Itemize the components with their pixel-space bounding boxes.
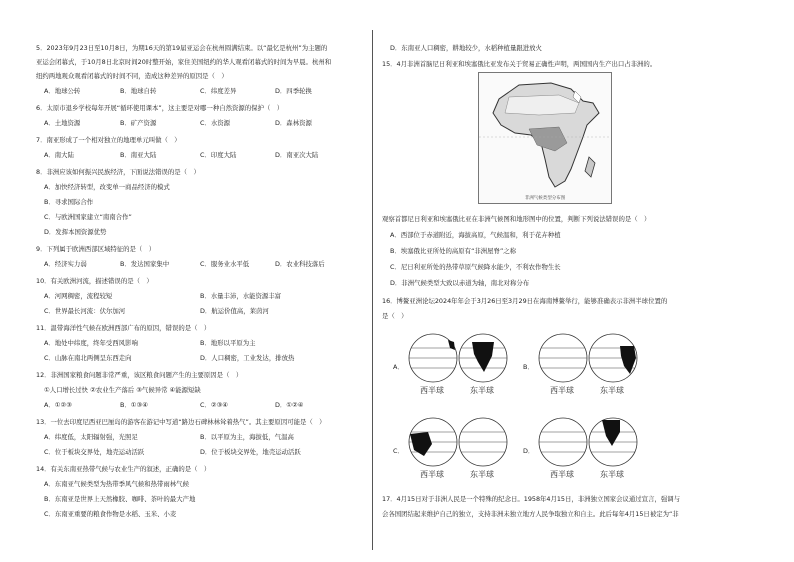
q11-option-a[interactable]: A．地处中纬度，终年受西风影响 [44,339,138,347]
q15-option-d[interactable]: D．非洲气候类型大致以赤道为轴，南北对称分布 [390,279,530,287]
q17-line-1: 17．4月15日对于非洲人民是一个特殊的纪念日。1958年4月15日，非洲独立国家会议通过宣言，强调与 [382,495,681,503]
q9-option-a[interactable]: A．经济实力弱 [44,260,87,268]
q12-option-a[interactable]: A．①②③ [44,401,72,409]
globe-east-d [589,418,637,466]
q16-d-west-label: 西半球 [550,470,574,479]
globe-west-b [539,334,587,382]
column-divider [372,30,373,550]
q16-c-east-label: 东半球 [470,470,494,479]
q10-option-d[interactable]: D．航运价值高，莱茵河 [200,307,269,315]
q16-line-2: 是（ ） [382,312,408,320]
q16-letter-a[interactable]: A． [393,363,404,371]
globe-west-a [409,334,457,382]
q13-line-1: 13．一位去印度尼西亚巴厘岛的游客在游记中写道“路边石碑林林耸着热气”。其主要原因可能是（ ） [36,418,326,426]
q16-b-east-label: 东半球 [600,386,624,395]
q16-option-b-globes[interactable] [538,332,638,384]
q8-option-b[interactable]: B．寻求国际合作 [44,198,94,206]
q7-option-c[interactable]: C．印度大陆 [200,151,237,159]
q5-option-a[interactable]: A．地球公转 [44,87,81,95]
q9-option-d[interactable]: D．农业科技落后 [275,260,325,268]
q17-line-2: 会各国团结起来维护自己的独立，支持非洲未独立地方人民争取独立和自主。此后每年4月15日被定为“非 [382,510,679,518]
q8-option-a[interactable]: A．加快经济转型，改变单一商品经济的模式 [44,183,170,191]
q13-option-b[interactable]: B．以平原为主，海拔低，气温高 [200,433,294,441]
q16-line-1: 16．博鳌亚洲论坛2024年年会于3月26日至3月29日在海南博鳌举行，能够准确表示非洲半球位置的 [382,297,668,305]
globe-west-d [539,418,587,466]
map-caption: 非洲气候类型分布图 [524,196,566,201]
q16-option-a-globes[interactable] [408,332,508,384]
q12-option-b[interactable]: B．①③④ [120,401,148,409]
q6-line-1: 6．太原市退乡学校每年开展“循环使用课本”，这主要是对哪一种自然资源的保护（ ） [36,104,284,112]
q16-option-c-globes[interactable] [408,416,508,468]
africa-map-graphic [479,73,611,203]
q10-option-b[interactable]: B．水量丰沛，水能资源丰富 [200,292,282,300]
q11-line-1: 11．温带海洋性气候在欧洲西部广布的原因，错误的是（ ） [36,324,211,332]
q14-line-1: 14．有关东南亚热带气候与农业生产的叙述，正确的是（ ） [36,465,211,473]
q11-option-d[interactable]: D．人口稠密，工业发达，排放热 [200,354,295,362]
q7-line-1: 7．南亚形成了一个相对独立的地理单元叫做（ ） [36,136,181,144]
q12-option-c[interactable]: C．②③④ [200,401,229,409]
q6-option-d[interactable]: D．森林资源 [275,119,312,127]
q8-line-1: 8．非洲应该如何振兴民族经济，下面说法错误的是（ ） [36,168,200,176]
q8-option-d[interactable]: D．发挥本国资源优势 [44,228,107,236]
q16-c-west-label: 西半球 [420,470,444,479]
q5-option-c[interactable]: C．纬度差异 [200,87,237,95]
africa-climate-map [478,72,612,204]
q16-letter-c[interactable]: C． [393,447,404,455]
q16-a-west-label: 西半球 [420,386,444,395]
q6-option-a[interactable]: A．土地资源 [44,119,81,127]
q11-option-b[interactable]: B．地形以平原为主 [200,339,256,347]
globe-east-c [459,418,507,466]
q10-line-1: 10．有关欧洲河流，描述错误的是（ ） [36,277,153,285]
q5-option-d[interactable]: D．四季轮换 [275,87,312,95]
q14-option-a[interactable]: A．东南亚气候类型为热带季风气候和热带雨林气候 [44,480,189,488]
q13-option-d[interactable]: D．位于板块交界处，地壳运动活跃 [200,448,301,456]
q9-line-1: 9．下列属于欧洲西部区域特征的是（ ） [36,245,156,253]
q12-line-2: ①人口增长过快 ②农业生产落后 ③气候异常 ④能源短缺 [44,386,201,394]
q16-option-d-globes[interactable] [538,416,638,468]
q7-option-a[interactable]: A．南大陆 [44,151,74,159]
q9-option-c[interactable]: C．服务业水平低 [200,260,250,268]
q8-option-c[interactable]: C．与欧洲国家建立“南南合作” [44,213,132,221]
q6-option-c[interactable]: C．水资源 [200,119,231,127]
globe-east-a [459,334,507,382]
q10-option-a[interactable]: A．河网稠密，流程较短 [44,292,113,300]
q15-line-2: 观察首都尼日利亚和埃塞俄比亚在非洲气候图和地形图中的位置，判断下列说法错误的是（ ） [382,215,651,223]
q15-line-1: 15．4月非洲首脑尼日利亚和埃塞俄比亚发布关于贸易正确性声明，两国国内生产出口占非洲的。 [382,60,657,68]
q13-option-a[interactable]: A．纬度低，太阳辐射强，光照足 [44,433,138,441]
q5-line-3: 纽约两地观众观看闭幕式的时间不同，造成这种差异的原因是（ ） [36,72,228,80]
q16-letter-d[interactable]: D． [523,447,535,455]
q14-option-b[interactable]: B．东南亚是世界上天然橡胶、咖啡、茶叶的最大产地 [44,495,196,503]
q16-d-east-label: 东半球 [600,470,624,479]
q13-option-c[interactable]: C．位于板块交界处，地壳运动活跃 [44,448,145,456]
q14-option-d[interactable]: D．东南亚人口稠密，耕地较少，水稻种植量跟进放火 [390,44,542,52]
q16-letter-b[interactable]: B． [523,363,534,371]
q12-option-d[interactable]: D．①②④ [275,401,304,409]
q15-option-a[interactable]: A．西部位于赤道附近，海拔高原，气候温和，利于花卉种植 [390,231,561,239]
madagascar-island [585,157,595,177]
q5-line-1: 5．2023年9月23日至10月8日，为期16天的第19届亚运会在杭州圆满结束。以“最忆是杭州”为主题的 [36,44,328,52]
q12-line-1: 12．非洲国家粮食问题非常严重，该区粮食问题产生的主要原因是（ ） [36,371,243,379]
q9-option-b[interactable]: B．发达国家集中 [120,260,170,268]
q16-b-west-label: 西半球 [550,386,574,395]
q15-option-c[interactable]: C．尼日利亚所处的热带草原气候降水能少，不利农作物生长 [390,263,561,271]
q5-option-b[interactable]: B．地球自转 [120,87,157,95]
globe-west-c [409,418,457,466]
q10-option-c[interactable]: C．世界最长河流：伏尔加河 [44,307,126,315]
q7-option-b[interactable]: B．南亚大陆 [120,151,157,159]
q14-option-c[interactable]: C．东南亚重要的粮食作物是水稻、玉米、小麦 [44,510,177,518]
q15-option-b[interactable]: B．埃塞俄比亚所处的高原有“非洲屋脊”之称 [390,247,517,255]
q11-option-c[interactable]: C．山脉在南北两侧呈东西走向 [44,354,132,362]
q5-line-2: 亚运会闭幕式，于10月8日北京时间20时整开始，家住美国纽约的华人观看闭幕式的时间为早晨。杭州和 [36,58,332,66]
q16-a-east-label: 东半球 [470,386,494,395]
q7-option-d[interactable]: D．南亚次大陆 [275,151,319,159]
globe-east-b [589,334,637,382]
q6-option-b[interactable]: B．矿产资源 [120,119,157,127]
